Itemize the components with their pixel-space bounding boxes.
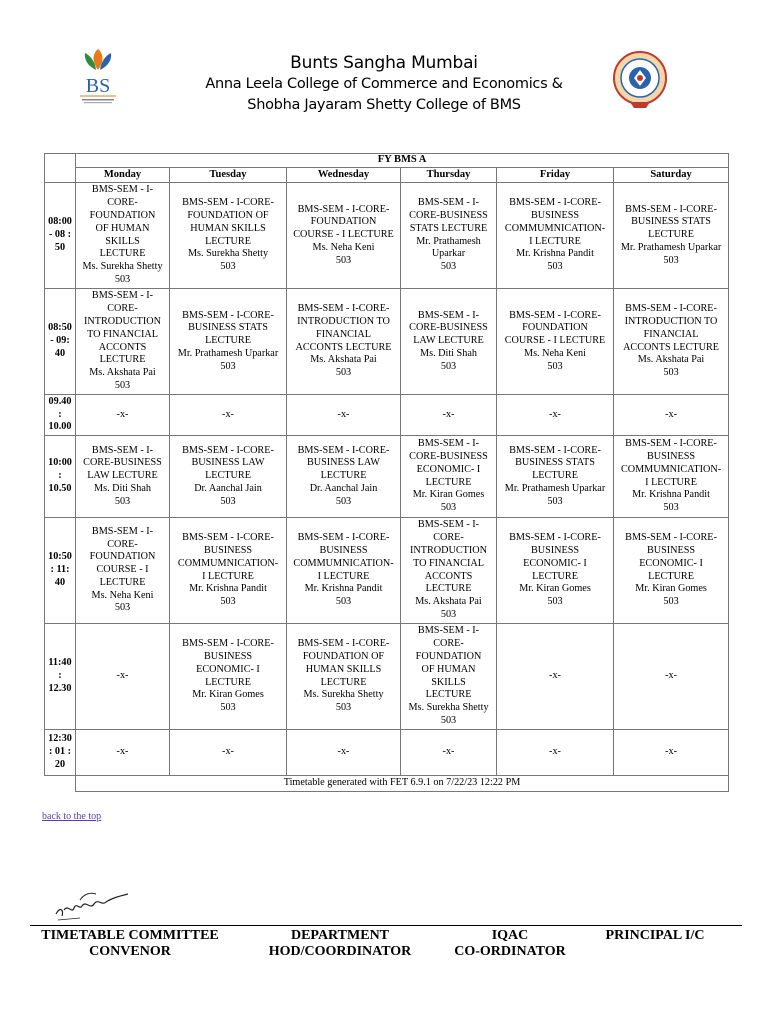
lecture-cell <box>401 518 497 624</box>
lecture-cell <box>287 436 401 518</box>
lecture-line: BUSINESS <box>646 450 696 462</box>
lecture-line: LECTURE <box>425 689 472 701</box>
lecture-line: ACCONTS <box>424 570 473 582</box>
time-slot-line: - 08 : <box>48 229 72 241</box>
lecture-line: 503 <box>440 714 457 726</box>
lecture-line: Ms. Surekha Shetty <box>408 702 489 714</box>
lecture-line: Mr. Krishna Pandit <box>632 489 710 501</box>
signature-title: DEPARTMENT <box>290 928 390 943</box>
header-titles <box>150 52 618 116</box>
lecture-line: BMS-SEM - I-CORE- <box>509 444 601 456</box>
day-header-saturday: Saturday <box>614 168 729 183</box>
lecture-cell <box>76 183 170 289</box>
table-row <box>45 289 729 395</box>
signature-subtitle: CONVENOR <box>89 944 171 959</box>
lecture-cell <box>497 518 614 624</box>
lecture-line: CORE-BUSINESS <box>409 209 488 221</box>
lecture-cell <box>287 289 401 395</box>
lecture-line: BMS-SEM - I-CORE- <box>509 197 601 209</box>
lecture-line: 503 <box>220 702 236 714</box>
lecture-line: -x- <box>222 408 234 420</box>
lecture-line: ECONOMIC- I <box>523 557 587 569</box>
time-slot-line: : <box>58 470 62 482</box>
lecture-line: LECTURE <box>648 229 694 241</box>
lecture-line: 503 <box>335 495 352 507</box>
time-slot-line: 10.00 <box>48 421 72 433</box>
lecture-line: Ms. Neha Keni <box>91 589 154 601</box>
lecture-line: Mr. Kiran Gomes <box>635 583 707 595</box>
lecture-line: 503 <box>440 360 457 372</box>
lecture-line: Mr. Kiran Gomes <box>412 489 485 501</box>
lecture-line: -x- <box>549 670 561 682</box>
time-slot-line: 08:00 <box>48 216 72 228</box>
lecture-line: Ms. Surekha Shetty <box>303 689 384 701</box>
lecture-line: LAW LECTURE <box>87 470 158 482</box>
day-header-monday: Monday <box>76 168 170 183</box>
college-logo <box>74 48 122 108</box>
time-slot-line: - 09: <box>50 335 70 347</box>
lecture-line: HUMAN SKILLS <box>305 663 382 675</box>
lecture-cell <box>614 518 729 624</box>
lecture-line: BMS-SEM - I-CORE- <box>182 444 274 456</box>
lecture-line: Mr. Krishna Pandit <box>516 248 594 260</box>
lecture-cell <box>401 730 497 776</box>
lecture-line: LECTURE <box>648 570 694 582</box>
lecture-line: INTRODUCTION TO <box>624 315 718 327</box>
lecture-line: 503 <box>440 608 457 620</box>
lecture-line: BMS-SEM - I- <box>417 438 480 450</box>
lecture-line: Dr. Aanchal Jain <box>194 482 262 494</box>
lecture-line: COMMUMNICATION- <box>620 463 722 475</box>
lecture-line: LECTURE <box>320 470 367 482</box>
time-slot-line: 20 <box>54 758 66 770</box>
signature-title: TIMETABLE COMMITTEE <box>41 928 219 943</box>
lecture-line: LECTURE <box>205 470 251 482</box>
time-slot-line: : <box>58 670 62 682</box>
convenor-signature <box>50 880 130 922</box>
time-slot-line: : 11: <box>50 564 70 576</box>
lecture-cell <box>76 436 170 518</box>
lecture-line: OF HUMAN <box>95 222 150 234</box>
lecture-line: LECTURE <box>205 335 251 347</box>
time-slot-line: 40 <box>54 347 66 359</box>
lecture-line: Ms. Surekha Shetty <box>82 261 163 273</box>
lecture-cell <box>170 518 287 624</box>
lecture-line: Mr. Kiran Gomes <box>519 583 591 595</box>
lecture-cell <box>287 730 401 776</box>
lecture-line: FOUNDATION <box>89 551 156 563</box>
lecture-cell <box>614 730 729 776</box>
table-row <box>45 436 729 518</box>
lecture-line: BUSINESS <box>530 209 580 221</box>
lecture-line: Ms. Neha Keni <box>312 241 375 253</box>
day-header-friday: Friday <box>497 168 614 183</box>
lecture-cell <box>76 518 170 624</box>
lecture-cell <box>401 289 497 395</box>
class-name-header: FY BMS A <box>76 154 729 168</box>
lecture-line: FINANCIAL <box>643 328 699 340</box>
lecture-line: 503 <box>547 596 563 608</box>
lecture-line: INTRODUCTION TO <box>297 315 390 327</box>
lecture-cell <box>170 183 287 289</box>
lecture-line: ECONOMIC- I <box>416 463 481 475</box>
lecture-line: BUSINESS <box>646 544 696 556</box>
lecture-cell <box>497 730 614 776</box>
lecture-line: -x- <box>116 670 129 682</box>
lecture-line: LECTURE <box>532 470 578 482</box>
time-slot-line: 11:40 <box>48 657 72 669</box>
lecture-cell <box>497 395 614 436</box>
lecture-cell <box>614 289 729 395</box>
lecture-line: CORE- <box>107 538 138 550</box>
lecture-line: LECTURE <box>320 676 367 688</box>
lecture-line: 503 <box>335 254 352 266</box>
college-line-2: Shobha Jayaram Shetty College of BMS <box>247 97 521 113</box>
day-header-thursday: Thursday <box>401 168 497 183</box>
lecture-line: 503 <box>663 254 679 266</box>
table-row <box>45 518 729 624</box>
lecture-line: ACCONTS LECTURE <box>623 341 719 353</box>
lecture-line: BUSINESS LAW <box>191 457 265 469</box>
lecture-line: CORE- <box>107 303 138 315</box>
lecture-line: Mr. Prathamesh <box>416 235 481 247</box>
lecture-cell <box>76 624 170 730</box>
lecture-line: LECTURE <box>99 248 146 260</box>
lecture-cell <box>401 624 497 730</box>
lecture-cell <box>170 289 287 395</box>
lecture-line: -x- <box>665 670 677 682</box>
lecture-line: Ms. Akshata Pai <box>637 354 705 366</box>
lecture-line: BUSINESS <box>530 544 580 556</box>
lecture-line: BUSINESS <box>203 650 253 662</box>
lecture-line: Ms. Neha Keni <box>524 347 586 359</box>
lecture-line: BUSINESS <box>203 544 253 556</box>
lecture-line: LECTURE <box>205 676 251 688</box>
lecture-line: ECONOMIC- I <box>639 557 703 569</box>
lecture-line: BMS-SEM - I-CORE- <box>297 532 390 544</box>
lecture-line: I LECTURE <box>645 476 697 488</box>
time-slot-cell <box>45 183 76 289</box>
letterhead <box>0 0 768 140</box>
lecture-cell <box>287 395 401 436</box>
lecture-line: Dr. Aanchal Jain <box>309 482 378 494</box>
lecture-line: CORE- <box>433 532 464 544</box>
lecture-line: -x- <box>549 408 561 420</box>
signature-subtitle: CO-ORDINATOR <box>454 944 566 959</box>
lecture-line: ACCONTS LECTURE <box>295 341 392 353</box>
lecture-line: ECONOMIC- I <box>196 663 260 675</box>
lecture-line: ACCONTS <box>98 341 147 353</box>
lecture-line: BMS-SEM - I-CORE- <box>182 638 274 650</box>
lecture-cell <box>76 395 170 436</box>
lecture-line: CORE- <box>107 197 138 209</box>
lecture-line: BMS-SEM - I- <box>417 519 480 531</box>
lecture-line: 503 <box>114 495 131 507</box>
time-slot-cell <box>45 395 76 436</box>
lecture-line: FOUNDATION <box>522 322 588 334</box>
lecture-line: COURSE - I LECTURE <box>504 335 606 347</box>
lecture-line: BMS-SEM - I-CORE- <box>297 444 390 456</box>
lecture-line: Mr. Prathamesh Uparkar <box>177 347 279 359</box>
lecture-cell <box>287 183 401 289</box>
lecture-cell <box>170 624 287 730</box>
lecture-cell <box>497 183 614 289</box>
lecture-line: BMS-SEM - I-CORE- <box>297 303 390 315</box>
generated-note: Timetable generated with FET 6.9.1 on 7/22/23 12:22 PM <box>76 776 729 792</box>
time-slot-line: 10:50 <box>48 551 72 563</box>
college-seal <box>612 48 668 110</box>
lecture-cell <box>76 289 170 395</box>
lecture-line: FOUNDATION <box>415 650 482 662</box>
lecture-line: 503 <box>220 261 236 273</box>
lecture-line: FOUNDATION <box>89 209 156 221</box>
lecture-line: CORE-BUSINESS <box>409 450 488 462</box>
table-row <box>45 624 729 730</box>
lecture-line: BMS-SEM - I-CORE- <box>625 303 717 315</box>
lecture-cell <box>614 436 729 518</box>
lecture-line: OF HUMAN <box>421 663 476 675</box>
lecture-line: LECTURE <box>532 570 578 582</box>
lecture-line: BMS-SEM - I-CORE- <box>182 532 274 544</box>
time-slot-cell <box>45 436 76 518</box>
lecture-cell <box>170 436 287 518</box>
lecture-line: INTRODUCTION <box>84 315 161 327</box>
lecture-line: 503 <box>440 502 457 514</box>
time-slot-cell <box>45 289 76 395</box>
table-row <box>45 730 729 776</box>
corner-cell <box>45 154 76 183</box>
lecture-line: BMS-SEM - I-CORE- <box>509 309 601 321</box>
time-slot-cell <box>45 518 76 624</box>
lecture-line: BMS-SEM - I-CORE- <box>625 532 717 544</box>
back-to-top-link[interactable]: back to the top <box>42 811 102 822</box>
lecture-line: 503 <box>335 596 352 608</box>
lecture-line: Ms. Akshata Pai <box>415 596 482 608</box>
logo-text: BS <box>85 75 111 97</box>
lecture-line: LECTURE <box>99 576 146 588</box>
lecture-line: -x- <box>222 746 234 758</box>
signature-iqac-coordinator <box>440 928 580 960</box>
lecture-line: Mr. Krishna Pandit <box>189 583 267 595</box>
lecture-cell <box>401 183 497 289</box>
lecture-line: 503 <box>547 360 563 372</box>
lecture-line: LECTURE <box>425 583 472 595</box>
lecture-line: COURSE - I LECTURE <box>293 229 394 241</box>
lecture-line: BMS-SEM - I- <box>417 625 480 637</box>
time-slot-line: 08:50 <box>48 322 72 334</box>
lecture-line: Mr. Krishna Pandit <box>304 583 383 595</box>
time-slot-cell <box>45 730 76 776</box>
lecture-line: BUSINESS STATS <box>188 322 268 334</box>
lecture-line: BMS-SEM - I-CORE- <box>182 309 274 321</box>
lecture-line: I LECTURE <box>202 570 254 582</box>
lecture-line: COMMUMNICATION- <box>177 557 279 569</box>
lecture-cell <box>287 624 401 730</box>
signature-title: IQAC <box>491 928 529 943</box>
signature-principal <box>585 928 725 944</box>
table-row <box>45 395 729 436</box>
lecture-line: Mr. Kiran Gomes <box>192 689 264 701</box>
table-row <box>45 183 729 289</box>
lecture-line: -x- <box>665 746 677 758</box>
lecture-line: CORE-BUSINESS <box>83 457 162 469</box>
time-slot-line: : 01 : <box>48 746 72 758</box>
lecture-line: 503 <box>663 596 679 608</box>
lecture-line: CORE-BUSINESS <box>409 322 488 334</box>
college-line-1: Anna Leela College of Commerce and Economics & <box>205 76 563 92</box>
lecture-line: 503 <box>663 367 679 379</box>
lecture-line: Ms. Diti Shah <box>94 482 151 494</box>
lecture-line: TO FINANCIAL <box>413 557 484 569</box>
lecture-line: 503 <box>220 495 236 507</box>
footer-corner <box>45 776 76 792</box>
lecture-line: Ms. Akshata Pai <box>89 367 156 379</box>
lecture-line: BMS-SEM - I-CORE- <box>297 638 390 650</box>
lecture-line: 503 <box>547 495 563 507</box>
lecture-line: 503 <box>335 367 352 379</box>
time-slot-line: : <box>58 408 62 420</box>
lecture-line: CORE- <box>433 638 464 650</box>
lecture-line: BMS-SEM - I- <box>417 309 480 321</box>
signature-subtitle: HOD/COORDINATOR <box>268 944 412 959</box>
lecture-line: BUSINESS STATS <box>631 216 711 228</box>
lecture-line: COURSE - I <box>96 564 149 576</box>
signature-timetable-convenor <box>30 928 230 960</box>
lecture-line: -x- <box>549 746 561 758</box>
lecture-line: HUMAN SKILLS <box>190 222 266 234</box>
time-slot-line: 12:30 <box>48 733 72 745</box>
lecture-line: BMS-SEM - I-CORE- <box>625 438 717 450</box>
time-slot-line: 50 <box>54 241 66 253</box>
lecture-line: COMMUMNICATION- <box>293 557 394 569</box>
lecture-line: BMS-SEM - I-CORE- <box>297 203 390 215</box>
lecture-line: Mr. Prathamesh Uparkar <box>504 482 606 494</box>
lecture-line: LECTURE <box>425 476 472 488</box>
lecture-cell <box>170 730 287 776</box>
lecture-line: I LECTURE <box>529 235 581 247</box>
lecture-line: FINANCIAL <box>316 328 371 340</box>
lecture-cell <box>614 624 729 730</box>
lecture-cell <box>614 183 729 289</box>
lecture-line: 503 <box>114 602 131 614</box>
lecture-line: Ms. Akshata Pai <box>310 354 377 366</box>
lecture-line: INTRODUCTION <box>410 544 487 556</box>
lecture-line: 503 <box>440 261 457 273</box>
lecture-line: BMS-SEM - I- <box>417 197 480 209</box>
lecture-line: BUSINESS LAW <box>306 457 381 469</box>
lecture-line: LECTURE <box>99 354 146 366</box>
day-header-wednesday: Wednesday <box>287 168 401 183</box>
time-slot-line: 10.50 <box>48 482 72 494</box>
lecture-line: -x- <box>116 746 129 758</box>
lecture-line: BUSINESS STATS <box>515 457 595 469</box>
timetable <box>44 153 729 792</box>
lecture-line: -x- <box>337 746 350 758</box>
signature-title: PRINCIPAL I/C <box>605 928 705 943</box>
lecture-line: SKILLS <box>105 235 140 247</box>
lecture-line: BMS-SEM - I- <box>91 290 154 302</box>
lecture-line: BMS-SEM - I- <box>91 184 154 196</box>
lecture-line: 503 <box>335 702 352 714</box>
lecture-line: 503 <box>663 502 679 514</box>
lecture-cell <box>401 395 497 436</box>
lecture-line: -x- <box>116 408 129 420</box>
lecture-line: BUSINESS <box>319 544 368 556</box>
lecture-line: 503 <box>220 360 236 372</box>
lecture-line: FOUNDATION <box>310 216 377 228</box>
lecture-line: FOUNDATION OF <box>302 650 385 662</box>
time-slot-line: 09.40 <box>48 395 72 407</box>
lecture-line: STATS LECTURE <box>409 222 488 234</box>
time-slot-cell <box>45 624 76 730</box>
lecture-line: Ms. Diti Shah <box>420 347 477 359</box>
lecture-cell <box>497 624 614 730</box>
lecture-line: 503 <box>547 261 563 273</box>
lecture-line: Uparkar <box>431 248 466 260</box>
lecture-line: BMS-SEM - I- <box>91 525 154 537</box>
lecture-line: -x- <box>337 408 350 420</box>
lecture-line: TO FINANCIAL <box>87 328 158 340</box>
lecture-cell <box>76 730 170 776</box>
lecture-line: BMS-SEM - I-CORE- <box>625 203 717 215</box>
lecture-line: 503 <box>220 596 236 608</box>
lecture-cell <box>401 436 497 518</box>
lecture-line: 503 <box>114 273 131 285</box>
day-header-tuesday: Tuesday <box>170 168 287 183</box>
signature-rule <box>30 925 742 926</box>
lecture-line: SKILLS <box>431 676 466 688</box>
lecture-line: COMMUMNICATION- <box>504 222 606 234</box>
lecture-line: I LECTURE <box>317 570 370 582</box>
lecture-line: Mr. Prathamesh Uparkar <box>620 241 722 253</box>
lecture-cell <box>497 289 614 395</box>
lecture-line: BMS-SEM - I-CORE- <box>509 532 601 544</box>
lecture-line: 503 <box>114 379 131 391</box>
lecture-line: LECTURE <box>205 235 251 247</box>
lecture-line: Ms. Surekha Shetty <box>187 248 269 260</box>
signature-department-hod <box>250 928 430 960</box>
time-slot-line: 12.30 <box>48 682 72 694</box>
lecture-line: -x- <box>442 408 455 420</box>
lecture-line: LAW LECTURE <box>413 335 484 347</box>
lecture-line: -x- <box>442 746 455 758</box>
time-slot-line: 10:00 <box>48 457 72 469</box>
lecture-cell <box>614 395 729 436</box>
lecture-cell <box>170 395 287 436</box>
lecture-line: BMS-SEM - I- <box>91 444 154 456</box>
time-slot-line: 40 <box>54 576 66 588</box>
org-name: Bunts Sangha Mumbai <box>290 53 478 73</box>
lecture-line: BMS-SEM - I-CORE- <box>182 197 274 209</box>
lecture-line: FOUNDATION OF <box>187 209 269 221</box>
lecture-line: -x- <box>665 408 677 420</box>
lecture-cell <box>287 518 401 624</box>
lecture-cell <box>497 436 614 518</box>
